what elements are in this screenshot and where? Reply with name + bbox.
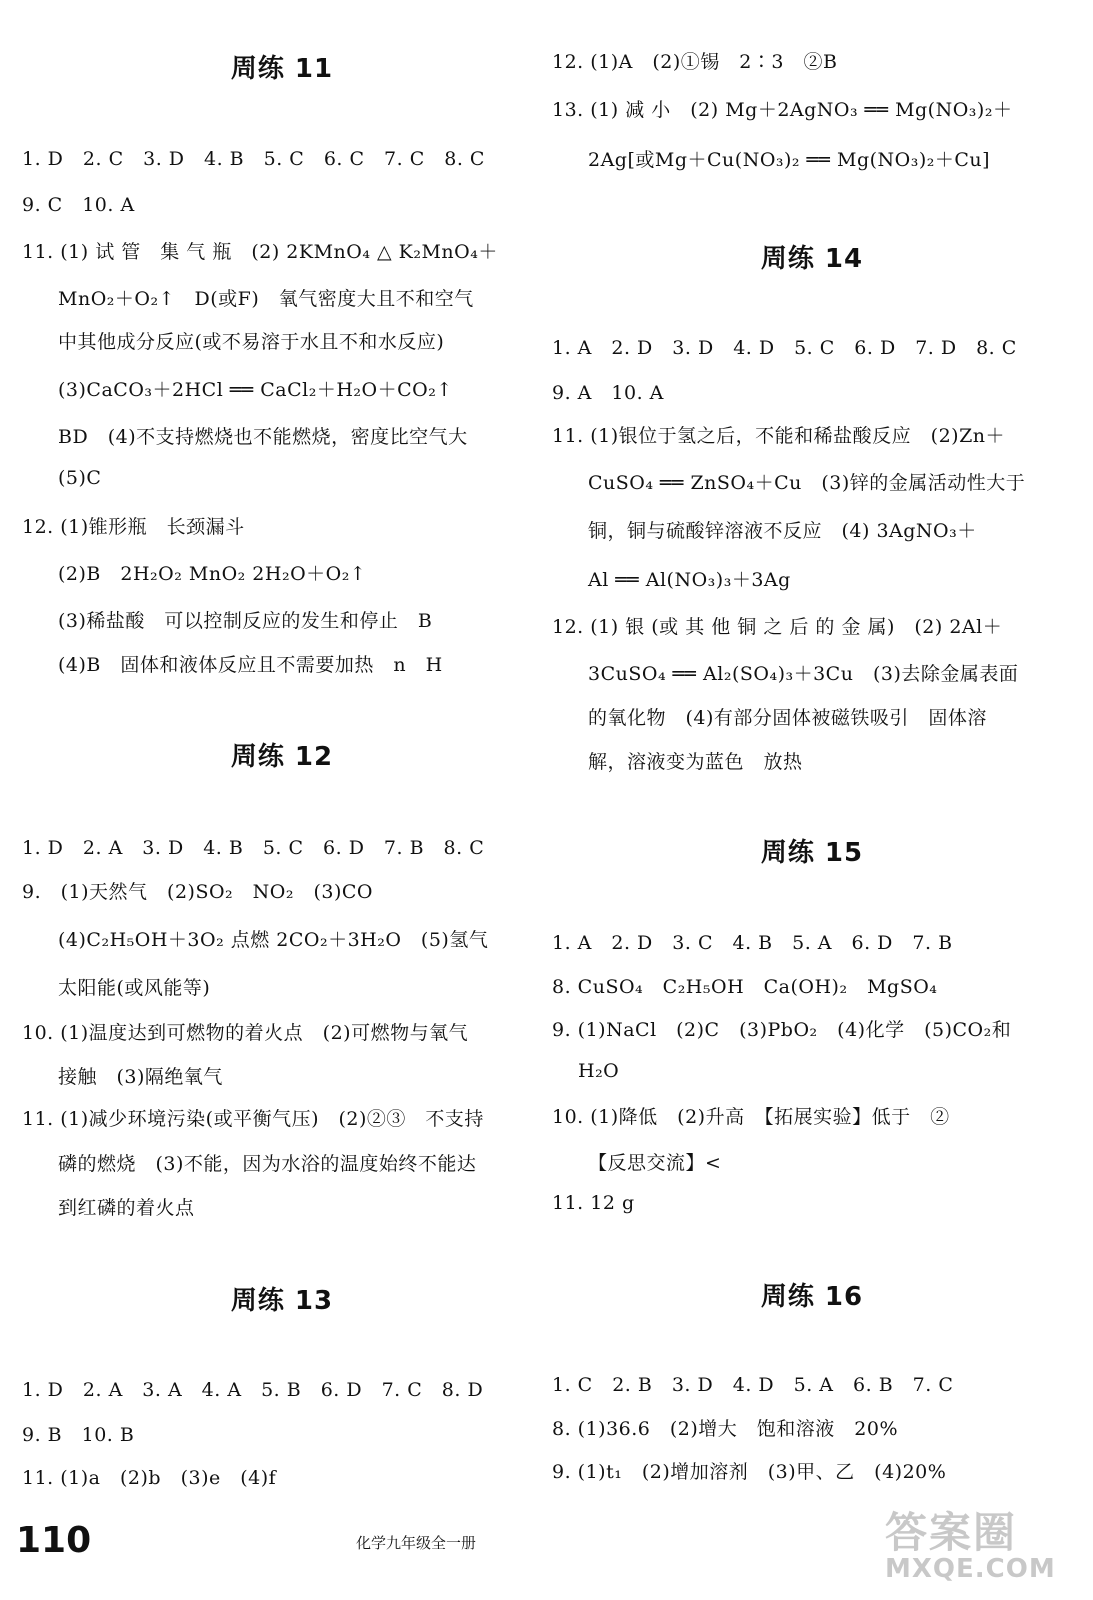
answer-line: (4)B 固体和液体反应且不需要加热 n H [58, 654, 443, 676]
answer-line: 接触 (3)隔绝氧气 [58, 1066, 223, 1088]
answer-line: 1. A 2. D 3. C 4. B 5. A 6. D 7. B [552, 932, 953, 954]
answer-line: 9. (1)NaCl (2)C (3)PbO₂ (4)化学 (5)CO₂和 [552, 1019, 1012, 1041]
answer-line: 12. (1)锥形瓶 长颈漏斗 [22, 516, 245, 538]
answer-line: 9. (1)天然气 (2)SO₂ NO₂ (3)CO [22, 881, 374, 903]
answer-line: 10. (1)温度达到可燃物的着火点 (2)可燃物与氧气 [22, 1022, 469, 1044]
answer-line: 到红磷的着火点 [58, 1197, 195, 1219]
answer-line: 11. 12 g [552, 1192, 635, 1214]
answer-line: BD (4)不支持燃烧也不能燃烧，密度比空气大 [58, 426, 468, 448]
answer-line: 8. CuSO₄ C₂H₅OH Ca(OH)₂ MgSO₄ [552, 976, 938, 998]
answer-line: 3CuSO₄ ══ Al₂(SO₄)₃＋3Cu (3)去除金属表面 [588, 663, 1019, 685]
answer-line: 1. D 2. C 3. D 4. B 5. C 6. C 7. C 8. C [22, 148, 485, 170]
answer-line: 中其他成分反应(或不易溶于水且不和水反应) [58, 331, 445, 353]
section-heading-16: 周练 16 [760, 1282, 864, 1312]
answer-line: 铜，铜与硫酸锌溶液不反应 (4) 3AgNO₃＋ [588, 520, 977, 542]
answer-line: 11. (1)银位于氢之后，不能和稀盐酸反应 (2)Zn＋ [552, 425, 1006, 447]
section-heading-11: 周练 11 [230, 54, 334, 84]
answer-line: 1. A 2. D 3. D 4. D 5. C 6. D 7. D 8. C [552, 337, 1017, 359]
answer-line: 2Ag[或Mg＋Cu(NO₃)₂ ══ Mg(NO₃)₂＋Cu] [588, 149, 991, 171]
watermark-text: 答案圈 [885, 1508, 1018, 1557]
answer-line: 9. (1)t₁ (2)增加溶剂 (3)甲、乙 (4)20% [552, 1461, 947, 1483]
section-heading-14: 周练 14 [760, 244, 864, 274]
answer-line: 9. A 10. A [552, 382, 664, 404]
answer-line: 解，溶液变为蓝色 放热 [588, 751, 803, 773]
answer-line: 1. D 2. A 3. A 4. A 5. B 6. D 7. C 8. D [22, 1379, 484, 1401]
answer-line: 9. B 10. B [22, 1424, 135, 1446]
answer-line: CuSO₄ ══ ZnSO₄＋Cu (3)锌的金属活动性大于 [588, 472, 1026, 494]
page-number: 110 [16, 1520, 92, 1561]
answer-line: 1. D 2. A 3. D 4. B 5. C 6. D 7. B 8. C [22, 837, 485, 859]
answer-line: 9. C 10. A [22, 194, 135, 216]
section-heading-15: 周练 15 [760, 838, 864, 868]
answer-line: 【反思交流】< [588, 1152, 722, 1174]
answer-line: 太阳能(或风能等) [58, 977, 211, 999]
answer-line: (2)B 2H₂O₂ MnO₂ 2H₂O＋O₂↑ [58, 563, 367, 585]
watermark [885, 1500, 1085, 1595]
answer-line: 的氧化物 (4)有部分固体被磁铁吸引 固体溶 [588, 707, 987, 729]
answer-line: 11. (1)a (2)b (3)e (4)f [22, 1467, 277, 1489]
answer-line: 11. (1)减少环境污染(或平衡气压) (2)②③ 不支持 [22, 1108, 484, 1130]
answer-line: Al ══ Al(NO₃)₃＋3Ag [588, 569, 791, 591]
answer-line: 8. (1)36.6 (2)增大 饱和溶液 20% [552, 1418, 899, 1440]
answer-line: 10. (1)降低 (2)升高 【拓展实验】低于 ② [552, 1106, 950, 1128]
answer-line: 12. (1)A (2)①锡 2∶3 ②B [552, 51, 838, 73]
answer-line: (5)C [58, 467, 102, 489]
answer-line: (4)C₂H₅OH＋3O₂ 点燃 2CO₂＋3H₂O (5)氢气 [58, 929, 489, 951]
watermark-url: MXQE.COM [885, 1554, 1056, 1584]
answer-line: MnO₂＋O₂↑ D(或F) 氧气密度大且不和空气 [58, 288, 474, 310]
answer-line: 磷的燃烧 (3)不能，因为水浴的温度始终不能达 [58, 1153, 477, 1175]
book-title: 化学九年级全一册 [356, 1534, 477, 1552]
answer-line: 12. (1) 银 (或 其 他 铜 之 后 的 金 属) (2) 2Al＋ [552, 616, 1003, 638]
answer-line: (3)CaCO₃＋2HCl ══ CaCl₂＋H₂O＋CO₂↑ [58, 379, 453, 401]
section-heading-12: 周练 12 [230, 742, 334, 772]
answer-line: H₂O [578, 1060, 620, 1082]
answer-line: (3)稀盐酸 可以控制反应的发生和停止 B [58, 610, 433, 632]
section-heading-13: 周练 13 [230, 1286, 334, 1316]
answer-line: 11. (1) 试 管 集 气 瓶 (2) 2KMnO₄ △ K₂MnO₄＋ [22, 241, 498, 263]
answer-line: 13. (1) 减 小 (2) Mg＋2AgNO₃ ══ Mg(NO₃)₂＋ [552, 99, 1013, 121]
answer-line: 1. C 2. B 3. D 4. D 5. A 6. B 7. C [552, 1374, 954, 1396]
